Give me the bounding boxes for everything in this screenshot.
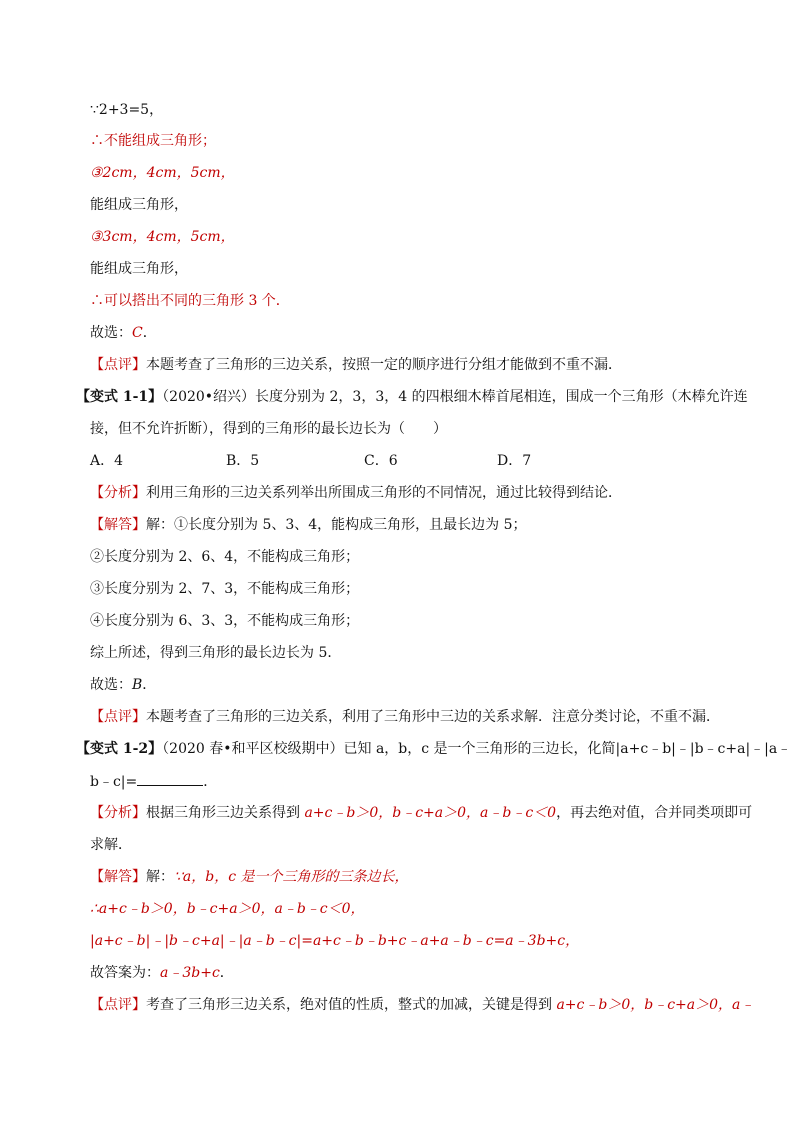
answer-line: ②长度分别为 2、6、4，不能构成三角形； (90, 549, 360, 565)
answer-line: 综上所述，得到三角形的最长边长为 5． (90, 645, 342, 661)
text-line: 能组成三角形， (90, 261, 188, 277)
text-line: 能组成三角形， (90, 197, 188, 213)
text-line: ③3cm，4cm，5cm， (90, 229, 235, 245)
answer-text: 解：①长度分别为 5、3、4，能构成三角形，且最长边为 5； (146, 517, 527, 533)
analysis-text: 利用三角形的三边关系列举出所围成三角形的不同情况，通过比较得到结论． (146, 485, 622, 501)
text-line: ∴不能组成三角形； (90, 133, 216, 149)
option-c: C．6 (364, 453, 398, 469)
answer-tag: 【解答】 (90, 517, 146, 533)
analysis-text: 根据三角形三边关系得到 (146, 805, 305, 821)
comment-text: 本题考查了三角形的三边关系，按照一定的顺序进行分组才能做到不重不漏． (146, 357, 622, 373)
choice-label: 故选： (90, 677, 132, 693)
answer-tag: 【解答】 (90, 869, 146, 885)
question-text: b﹣c|= (90, 774, 138, 790)
answer-value: a﹣3b+c (160, 965, 220, 981)
comment-tag: 【点评】 (90, 997, 146, 1013)
question-text-cont (90, 771, 217, 792)
analysis-line (90, 803, 752, 823)
answer-line: ∴a+c﹣b＞0，b﹣c+a＞0，a﹣b﹣c＜0， (90, 901, 365, 917)
question-1-2 (76, 739, 791, 759)
question-text-cont: 接，但不允许折断），得到的三角形的最长边长为（ ） (90, 421, 447, 437)
option-a: A．4 (90, 453, 124, 469)
answer-line (90, 867, 409, 887)
comment-tag: 【点评】 (90, 357, 146, 373)
option-d: D．7 (497, 453, 532, 469)
analysis-formula: a+c﹣b＞0，b﹣c+a＞0，a﹣b﹣c＜0 (304, 805, 557, 821)
analysis-tag: 【分析】 (90, 485, 146, 501)
question-tag: 【变式 1-1】 (76, 389, 163, 405)
comment-text: 考查了三角形三边关系，绝对值的性质，整式的加减，关键是得到 (146, 997, 557, 1013)
comment-line (90, 355, 622, 375)
answer-line (90, 515, 527, 535)
question-1-1 (76, 387, 748, 407)
question-tag: 【变式 1-2】 (76, 741, 163, 757)
text-line: ∴可以搭出不同的三角形 3 个． (90, 293, 290, 309)
question-text: （2020 春•和平区校级期中）已知 a，b，c 是一个三角形的三边长，化简|a+c﹣b|﹣|b﹣c+a|﹣|a﹣ (162, 741, 792, 757)
answer-line: |a+c﹣b|﹣|b﹣c+a|﹣|a﹣b﹣c|=a+c﹣b﹣b+c﹣a+a﹣b﹣c=a﹣3b+c， (90, 933, 580, 949)
answer-text: 解： (146, 869, 174, 885)
comment-text: 本题考查了三角形的三边关系，利用了三角形中三边的关系求解．注意分类讨论，不重不漏． (146, 709, 720, 725)
answer-period: ． (219, 965, 234, 981)
question-period: ． (203, 774, 218, 790)
analysis-line (90, 483, 622, 503)
choice-label: 故选： (90, 325, 132, 341)
option-b: B．5 (226, 453, 260, 469)
comment-tag: 【点评】 (90, 709, 146, 725)
answer-line: ③长度分别为 2、7、3，不能构成三角形； (90, 581, 360, 597)
answer-line: ④长度分别为 6、3、3，不能构成三角形； (90, 613, 360, 629)
choice-answer: C (132, 325, 143, 341)
analysis-tag: 【分析】 (90, 805, 146, 821)
choice-period: ． (142, 325, 157, 341)
question-text: （2020•绍兴）长度分别为 2，3，3，4 的四根细木棒首尾相连，围成一个三角形（木棒允许连 (162, 389, 748, 405)
choice-period: ． (142, 677, 157, 693)
answer-blank (137, 771, 203, 786)
comment-formula: a+c﹣b＞0，b﹣c+a＞0，a﹣ (556, 997, 755, 1013)
comment-line (90, 995, 754, 1015)
text-line: ③2cm，4cm，5cm， (90, 165, 235, 181)
analysis-text: ，再去绝对值，合并同类项即可 (556, 805, 753, 821)
comment-line (90, 707, 720, 727)
answer-line (90, 963, 234, 983)
answer-text: ∵a，b，c 是一个三角形的三条边长， (174, 869, 409, 885)
choice-line (90, 675, 156, 695)
answer-label: 故答案为： (90, 965, 160, 981)
choice-line (90, 323, 157, 343)
analysis-line: 求解． (90, 837, 132, 853)
text-line: ∵2+3=5， (90, 102, 164, 118)
choice-answer: B (132, 677, 143, 693)
